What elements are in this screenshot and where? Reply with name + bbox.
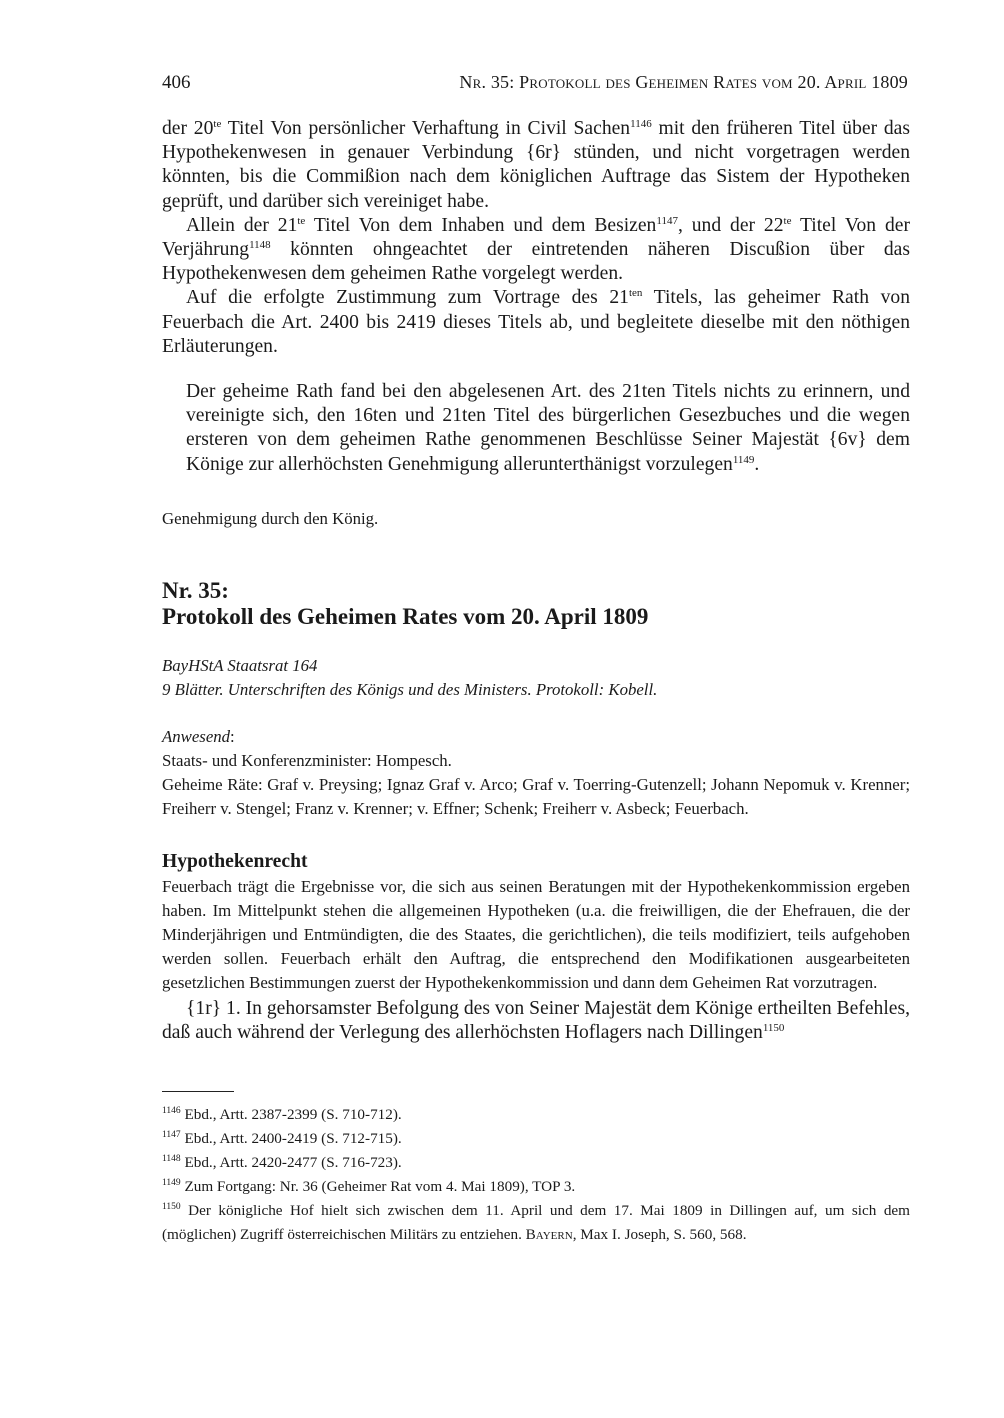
approval-note: Genehmigung durch den König. (162, 509, 379, 528)
running-title: Nr. 35: Protokoll des Geheimen Rates vom 20. April 1809 (459, 72, 908, 92)
footnote-divider (162, 1091, 234, 1092)
footnote: $^{1150}$ Der königliche Hof hielt sich zwischen dem 11. April und dem 17. Mai 1809 in Dillingen auf, um sich dem (möglichen) Zugriff österreichischen Militärs zu entziehen. Bayern, Max I. Joseph, S. 560, 568. (162, 1202, 910, 1243)
footnote: $^{1149}$ Zum Fortgang: Nr. 36 (Geheimer Rat vom 4. Mai 1809), TOP 3. (162, 1178, 576, 1195)
page-number: 406 (162, 72, 191, 93)
footnote: $^{1147}$ Ebd., Artt. 2400-2419 (S. 712-715). (162, 1130, 402, 1147)
attendance (162, 725, 910, 821)
footnote-ref: 1147 (656, 214, 678, 227)
footnote-ref: 1146 (630, 118, 652, 130)
section-opening: {1r} 1. In gehorsamster Befolgung des von Seiner Majestät dem Könige ertheilten Befehles, daß auch während der Verlegung des allerhöchsten Hoflagers nach Dillingen$^{1150}$ (162, 998, 910, 1044)
section-heading: Hypothekenrecht (162, 851, 308, 872)
continuation-text (162, 117, 910, 359)
section-hypothekenrecht (162, 849, 910, 1045)
footnotes (162, 1103, 910, 1247)
footnote-ref: 1150 (762, 1022, 785, 1035)
resolution-block: Der geheime Rath fand bei den abgelesenen Art. des 21ten Titels nichts zu erinnern, und vereinigte sich, den 16ten und 21ten Titel des bürgerlichen Gesezbuches und die wegen ersteren von dem geheimen Rathe genommenen Beschlüsse Seiner Majestät {6v} dem Könige zur allerhöchsten Genehmigung allerunterthänigst vorzulegen$^{1149}$. (186, 381, 910, 475)
running-header (162, 72, 908, 94)
footnote-ref: 1149 (732, 453, 755, 466)
author-name: Bayern (525, 1226, 573, 1243)
paragraph-3: Auf die erfolgte Zustimmung zum Vortrage des $21^{ten}$ Titels, las geheimer Rath von Feuerbach die Art. 2400 bis 2419 dieses Titels ab, und begleitete dieselbe mit den nöthigen Erläuterungen. (162, 287, 910, 357)
councillors-list: Geheime Räte: Graf v. Preysing; Ignaz Graf v. Arco; Graf v. Toerring-Gutenzell; Johann Nepomuk v. Krenner; Freiherr v. Stengel; Franz v. Krenner; v. Effner; Schenk; Freiherr v. Asbeck; Feuerbach. (162, 775, 910, 818)
footnote: $^{1148}$ Ebd., Artt. 2420-2477 (S. 716-723). (162, 1154, 402, 1171)
paragraph-2: Allein der $21^{te}$ Titel Von dem Inhaben und dem Besizen$^{1147}$, und der $22^{te}$ Titel Von der Verjährung$^{1148}$ könnten ohngeachtet der eintretenden näheren Discußion über das Hypothekenwesen dem geheimen Rathe vorgelegt werden. (162, 214, 910, 285)
paragraph-1: der $20^{te}$ Titel Von persönlicher Verhaftung in Civil Sachen$^{1146}$ mit den früheren Titel über das Hypothekenwesen in genauer Verbindung {6r} stünden, und nicht vorgetragen werden könnten, bis die Commißion nach dem königlichen Auftrage das Sistem der Hypotheken geprüft, und darüber sich vereiniget habe. (162, 118, 910, 212)
document-number: Nr. 35: (162, 578, 229, 603)
footnote: $^{1146}$ Ebd., Artt. 2387-2399 (S. 710-712). (162, 1106, 402, 1123)
archive-source: BayHStA Staatsrat 164 (162, 656, 318, 675)
document-heading (162, 578, 910, 630)
document-description: 9 Blätter. Unterschriften des Königs und des Ministers. Protokoll: Kobell. (162, 680, 658, 699)
footnote-ref: 1148 (249, 239, 271, 252)
section-summary: Feuerbach trägt die Ergebnisse vor, die sich aus seinen Beratungen mit der Hypothekenkommission ergeben haben. Im Mittelpunkt stehen die allgemeinen Hypotheken (u.a. die freiwilligen, die der Ehefrauen, die der Minderjährigen und Entmündigten, die des Staates, die gerichtlichen), die teils modifiziert, teils aufgehoben werden sollen. Feuerbach erhält den Auftrag, die entsprechend den Modifikationen ausgearbeiteten gesetzlichen Bestimmungen zuerst der Hypothekenkommission und dann dem Geheimen Rat vorzutragen. (162, 877, 910, 992)
present-label: Anwesend: (162, 727, 235, 746)
source-info (162, 654, 910, 702)
minister-line: Staats- und Konferenzminister: Hompesch. (162, 751, 452, 770)
document-title: Protokoll des Geheimen Rates vom 20. April 1809 (162, 604, 649, 629)
